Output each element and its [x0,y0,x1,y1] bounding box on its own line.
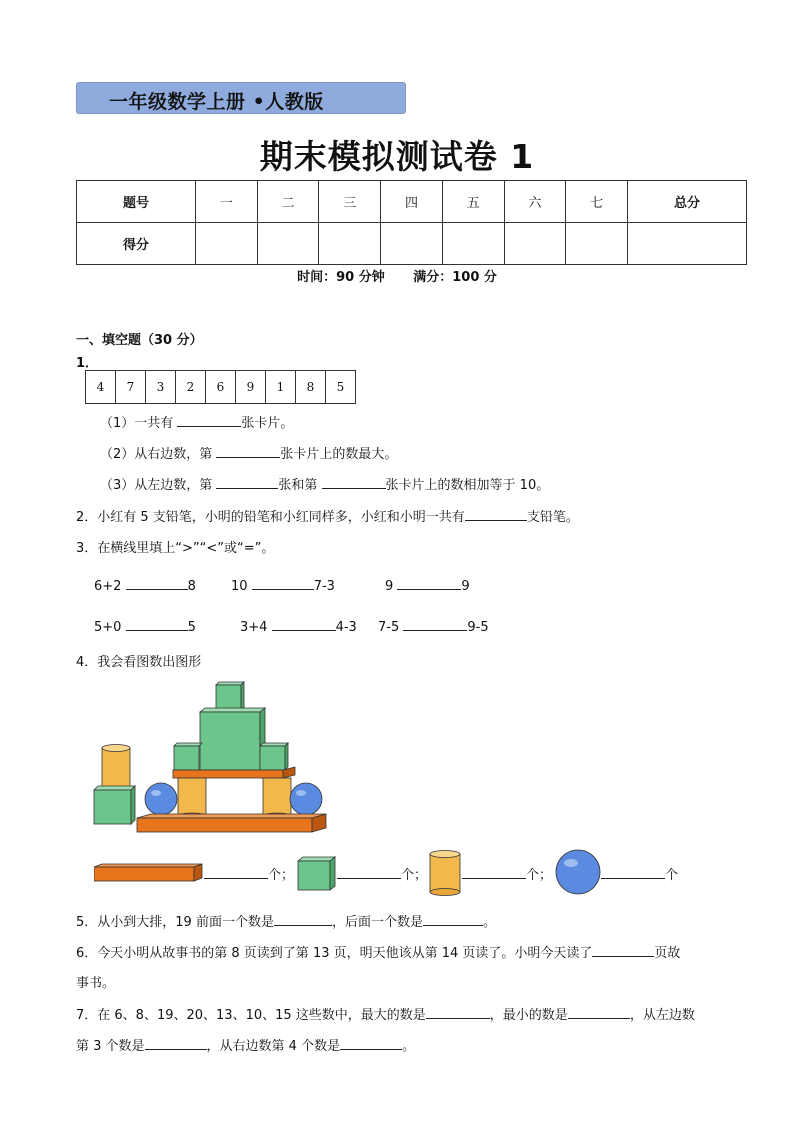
text: 张卡片上的数最大。 [280,447,398,462]
text: 9-5 [467,620,489,635]
score-cell[interactable] [566,223,628,265]
answer-blank[interactable] [601,864,665,879]
question-4-title: 4．我会看图数出图形 [76,655,202,670]
green-cube-big [200,708,265,770]
score-cell[interactable] [319,223,381,265]
number-card: 6 [206,371,236,404]
text: （3）从左边数，第 [100,478,217,493]
text: 张卡片上的数相加等于 10。 [385,478,550,493]
text: 6+2 [94,579,126,594]
green-cube-top [216,682,244,712]
yellow-cylinder-right [263,778,291,819]
yellow-cylinder-icon [428,849,462,897]
answer-blank[interactable] [204,864,268,879]
header-cell: 五 [442,181,504,223]
unit-text: 个 [526,868,540,883]
number-card: 9 [236,371,266,404]
answer-blank[interactable] [337,864,401,879]
compare-item [378,616,489,635]
grade-banner [76,82,406,114]
number-card: 2 [176,371,206,404]
question-6-line1 [76,942,680,961]
question-5 [76,911,496,930]
header-cell: 题号 [77,181,196,223]
page-title: 期末模拟测试卷 1 [259,137,535,176]
text: 。 [482,915,496,930]
score-cell[interactable] [628,223,747,265]
score-table-score-row [77,223,747,265]
answer-blank[interactable] [145,1035,207,1050]
orange-board-lower [137,814,326,832]
answer-blank[interactable] [340,1035,402,1050]
header-cell: 六 [504,181,566,223]
text: 9 [385,579,398,594]
answer-blank[interactable] [274,911,332,926]
answer-blank[interactable] [126,575,188,590]
score-cell[interactable] [442,223,504,265]
score-table [76,180,747,265]
number-card: 3 [146,371,176,404]
count-answer [204,864,294,883]
unit-text: 个 [401,868,415,883]
text: 2．小红有 5 支铅笔，小明的铅笔和小红同样多，小红和小明一共有 [76,510,465,525]
text: 页故 [654,946,681,961]
compare-item [94,575,196,594]
blue-sphere-left [145,783,177,815]
answer-blank[interactable] [403,616,467,631]
count-answer [462,864,552,883]
row-label: 得分 [77,223,196,265]
answer-blank[interactable] [272,616,336,631]
question-7-line1 [76,1004,695,1023]
block-tower-picture [80,680,340,840]
score-cell[interactable] [195,223,257,265]
blue-sphere-icon [554,848,602,896]
q1-sub2 [100,443,397,462]
number-card: 8 [296,371,326,404]
text: 5+0 [94,620,126,635]
green-cube-icon [297,856,337,892]
text: 第 3 个数是 [76,1039,145,1054]
unit-text: 个 [665,868,679,883]
question-2 [76,506,579,525]
orange-board-icon [94,862,204,884]
text: ，最小的数是 [489,1008,568,1023]
compare-item [94,616,196,635]
number-card: 7 [116,371,146,404]
green-cube-left [174,743,202,770]
text: 6．今天小明从故事书的第 8 页读到了第 13 页，明天他该从第 14 页读了。小明今天读了 [76,946,593,961]
text: ，后面一个数是 [331,915,423,930]
compare-item [385,575,470,594]
text: 4-3 [335,620,357,635]
text: 。 [402,1039,416,1054]
text: ，从右边数第 4 个数是 [206,1039,341,1054]
unit-text: 个 [268,868,282,883]
time-limit: 时间：90 分钟 [297,270,385,285]
text: 9 [461,579,470,594]
question-6-line2: 事书。 [76,976,116,991]
text: （2）从右边数，第 [100,447,217,462]
separator: ； [414,868,428,883]
separator: ； [539,868,553,883]
full-marks: 满分：100 分 [413,270,497,285]
text: （1）一共有 [100,416,178,431]
answer-blank[interactable] [592,942,654,957]
header-cell: 三 [319,181,381,223]
text: 7-3 [313,579,335,594]
header-cell: 四 [381,181,443,223]
answer-blank[interactable] [252,575,314,590]
section-title: 一、填空题（30 分） [76,333,203,348]
score-table-header-row [77,181,747,223]
q1-sub1 [100,412,293,431]
number-card: 4 [86,371,116,404]
count-answer [601,864,678,883]
time-info [0,266,794,285]
question-7-line2 [76,1035,415,1054]
answer-blank[interactable] [177,412,241,427]
text: 5．从小到大排，19 前面一个数是 [76,915,274,930]
text: 张和第 [278,478,322,493]
yellow-cylinder-left [178,778,206,819]
header-cell: 一 [195,181,257,223]
green-cube-right [260,743,288,770]
text: 7．在 6、8、19、20、13、10、15 这些数中，最大的数是 [76,1008,426,1023]
blue-sphere-right [290,783,322,815]
question-number: 1． [76,356,99,371]
text: 8 [187,579,196,594]
text: 7-5 [378,620,404,635]
green-cube-stack [94,786,135,824]
text: 3+4 [240,620,272,635]
answer-blank[interactable] [216,443,280,458]
banner-text: 一年级数学上册 •人教版 [109,91,324,113]
count-answer [337,864,427,883]
score-cell[interactable] [381,223,443,265]
q1-sub3 [100,474,549,493]
number-cards [85,370,356,404]
text: 10 [231,579,252,594]
number-card: 1 [266,371,296,404]
answer-blank[interactable] [216,474,278,489]
score-cell[interactable] [257,223,319,265]
header-cell: 七 [566,181,628,223]
number-card: 5 [326,371,356,404]
answer-blank[interactable] [126,616,188,631]
text: ，从左边数 [629,1008,695,1023]
compare-item [240,616,357,635]
separator: ； [281,868,295,883]
answer-blank[interactable] [568,1004,630,1019]
score-cell[interactable] [504,223,566,265]
text: 5 [187,620,196,635]
header-cell: 总分 [628,181,747,223]
header-cell: 二 [257,181,319,223]
answer-blank[interactable] [322,474,386,489]
yellow-cylinder-stack [102,745,130,789]
text: 支铅笔。 [526,510,579,525]
answer-blank[interactable] [465,506,527,521]
answer-blank[interactable] [423,911,483,926]
answer-blank[interactable] [462,864,526,879]
compare-item [231,575,335,594]
answer-blank[interactable] [397,575,461,590]
answer-blank[interactable] [426,1004,490,1019]
question-3-title: 3．在横线里填上“>”“<”或“=”。 [76,541,275,556]
text: 张卡片。 [241,416,294,431]
